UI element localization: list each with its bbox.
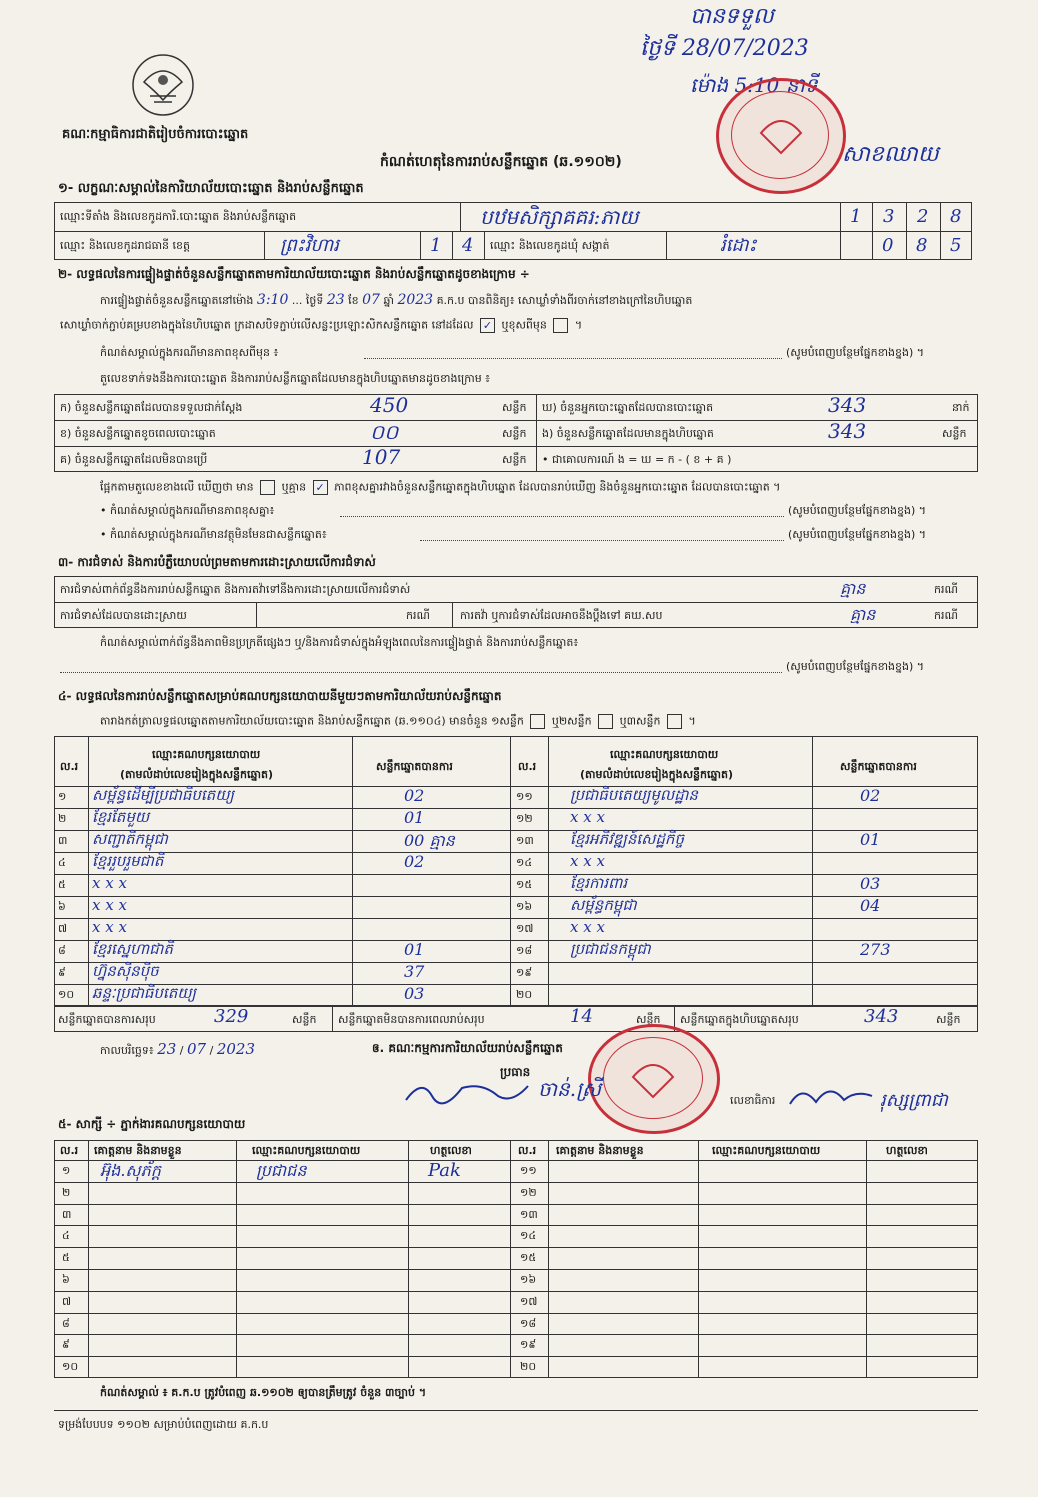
case-label: ករណី xyxy=(406,609,430,622)
row-number: ៧ xyxy=(58,922,68,935)
party-votes: 01 xyxy=(404,940,425,959)
commune-label: ឈ្មោះ និងលេខកូដឃុំ សង្កាត់ xyxy=(490,239,610,252)
col-party: ឈ្មោះគណបក្សនយោបាយ xyxy=(610,748,719,761)
different-checkbox[interactable] xyxy=(553,318,568,333)
unit: សន្លឹក xyxy=(636,1013,661,1026)
row-number: ១៤ xyxy=(516,856,533,869)
unit: សន្លឹក xyxy=(502,453,527,466)
org-name: គណៈកម្មាធិការជាតិរៀបចំការបោះឆ្នោត xyxy=(62,127,249,142)
row-number: ៨ xyxy=(58,944,66,957)
voters-voted-value: 343 xyxy=(828,393,867,417)
party-name: x x x xyxy=(570,852,605,870)
witness-row-number: ២០ xyxy=(520,1360,537,1373)
complaints-row-1: ការជំទាស់ពាក់ព័ន្ធនឹងការរាប់សន្លឹកឆ្នោត និងការតវ៉ាទៅនឹងការដោះស្រាយលើការជំទាស់ xyxy=(60,583,411,596)
col-party: ឈ្មោះគណបក្សនយោបាយ xyxy=(252,1144,361,1157)
box-total-value: 343 xyxy=(864,1006,899,1027)
commune-code-digit: 8 xyxy=(916,235,928,256)
three-sheets-checkbox[interactable] xyxy=(667,714,682,729)
diff-bullet-2: • កំណត់សម្គាល់ក្នុងករណីមានវត្ថុមិនមែនជាសន្លឹកឆ្នោត៖ xyxy=(100,528,327,541)
party-name: ខ្មែរការពារ xyxy=(570,874,628,892)
party-name: ខ្មែរតែមួយ xyxy=(92,808,150,826)
official-stamp-bottom xyxy=(588,1024,720,1134)
witness-row-number: ១៦ xyxy=(520,1273,537,1286)
station-code-digit: 2 xyxy=(917,206,929,227)
polling-station-name: បឋមសិក្សាគគរ:ភាយ xyxy=(480,205,639,229)
secretary-label: លេខាធិការ xyxy=(730,1094,776,1107)
row-number: ២ xyxy=(58,812,67,825)
totals-row xyxy=(54,1006,978,1032)
row-number: ៣ xyxy=(58,834,68,847)
ballots-received-label: ក) ចំនួនសន្លឹកឆ្នោតដែលបានទទួលជាក់ស្តែង xyxy=(60,401,243,414)
voters-voted-label: ឃ) ចំនួនអ្នកបោះឆ្នោតដែលបានបោះឆ្នោត xyxy=(542,401,714,414)
witness-row-number: ៣ xyxy=(62,1208,72,1221)
two-sheets-checkbox[interactable] xyxy=(598,714,613,729)
fill-more-note: (សូមបំពេញបន្ថែមផ្នែកខាងខ្នង) ។ xyxy=(788,528,927,541)
province-label: ឈ្មោះ និងលេខកូដរាជធានី ខេត្ត xyxy=(60,239,190,252)
witness-row-number: ១២ xyxy=(520,1186,537,1199)
has-diff-checkbox[interactable] xyxy=(260,480,275,495)
appeal-label: ការតវ៉ា ឬការជំទាស់ដែលអាចនឹងប្តឹងទៅ គឃ.សប xyxy=(460,609,663,622)
invalid-total-value: 14 xyxy=(570,1006,593,1027)
witness-row-number: ១៣ xyxy=(520,1208,538,1221)
received-note: បានទទួល xyxy=(690,4,774,29)
unit: នាក់ xyxy=(952,401,970,414)
party-votes: 03 xyxy=(404,984,425,1003)
case-label: ករណី xyxy=(934,609,958,622)
col-sign: ហត្ថលេខា xyxy=(886,1144,928,1157)
party-votes: 01 xyxy=(404,808,425,827)
witness-row-number: ១៨ xyxy=(520,1317,537,1330)
section5-heading: ៥- សាក្សី ÷ ភ្នាក់ងារគណបក្សនយោបាយ xyxy=(58,1117,246,1131)
witness-row-number: ១៧ xyxy=(520,1295,538,1308)
row-number: ១២ xyxy=(516,812,533,825)
col-name: គោត្តនាម និងនាមខ្លួន xyxy=(94,1144,182,1157)
commune-name: រំដោះ xyxy=(720,235,757,256)
ballots-in-box-value: 343 xyxy=(828,419,867,443)
diff-bullet-1: • កំណត់សម្គាល់ក្នុងករណីមានភាពខុសគ្នា៖ xyxy=(100,504,275,517)
witness-row-number: ១៤ xyxy=(520,1229,537,1242)
ballots-in-box-label: ង) ចំនួនសន្លឹកឆ្នោតដែលមានក្នុងហិបឆ្នោត xyxy=(542,427,714,440)
party-votes: 02 xyxy=(404,852,425,871)
figures-intro: តួលេខទាក់ទងនឹងការបោះឆ្នោត និងការរាប់សន្លឹកឆ្នោតដែលមានក្នុងហិបឆ្នោតមានដូចខាងក្រោម ៖ xyxy=(100,372,491,385)
party-name: ឆន្ទៈប្រជាធិបតេយ្យ xyxy=(92,984,196,1002)
chair-name: ចាន់.ស្រី xyxy=(538,1077,602,1101)
row-number: ៤ xyxy=(58,856,66,869)
witness-row-number: ១១ xyxy=(520,1164,537,1177)
official-stamp-top xyxy=(716,78,846,194)
party-name: សម្ព័ន្ធកម្ពុជា xyxy=(570,896,637,914)
resolved-complaints-label: ការជំទាស់ដែលបានដោះស្រាយ xyxy=(60,609,187,622)
party-name: x x x xyxy=(570,808,605,826)
receiver-signature: សាខឈាយ xyxy=(842,142,939,167)
party-name: ខ្មែររួបរួមជាតិ xyxy=(92,852,164,870)
col-name: គោត្តនាម និងនាមខ្លួន xyxy=(556,1144,644,1157)
section2-heading: ២- លទ្ធផលនៃការផ្ទៀងផ្ទាត់ចំនួនសន្លឹកឆ្នោតតាមការិយាល័យបោះឆ្នោត និងរាប់សន្លឹកឆ្នោតដូចខាងក្រោម ÷ xyxy=(58,267,530,281)
invalid-total-label: សន្លឹកឆ្នោតមិនបានការពេលរាប់សរុប xyxy=(338,1013,485,1026)
chair-signature xyxy=(402,1074,532,1108)
station-code-digit: 8 xyxy=(950,206,962,227)
ballots-unused-label: គ) ចំនួនសន្លឹកឆ្នោតដែលមិនបានប្រើ xyxy=(60,453,208,466)
formula: • ជាគោលការណ៍ ង = ឃ = ក - ( ខ + គ ) xyxy=(542,453,732,466)
witness-row-number: ១៥ xyxy=(520,1251,537,1264)
party-votes: 04 xyxy=(860,896,881,915)
appeal-value: គ្មាន xyxy=(850,605,876,624)
party-votes: 02 xyxy=(404,786,425,805)
difference-statement: ផ្អែកតាមតួលេខខាងលើ ឃើញថា មាន ឬគ្មាន ✓ ភាពខុសគ្នារវាងចំនួនសន្លឹកឆ្នោតក្នុងហិបឆ្នោត ដែលបានរាប់ឃើញ និងចំនួនអ្នកបោះឆ្នោត ដែលបានបោះឆ្នោត ។ xyxy=(100,480,781,494)
party-votes: 37 xyxy=(404,962,425,981)
witness-row-number: ១០ xyxy=(62,1360,79,1373)
witness-signature: Pak xyxy=(428,1160,461,1181)
witness-row-number: ៨ xyxy=(62,1317,70,1330)
section4-heading: ៤- លទ្ធផលនៃការរាប់សន្លឹកឆ្នោតសម្រាប់គណបក្សនយោបាយនីមួយៗតាមការិយាល័យរាប់សន្លឹកឆ្នោត xyxy=(58,689,502,703)
committee-label: ឲ. គណៈកម្មការការិយាល័យរាប់សន្លឹកឆ្នោត xyxy=(372,1041,563,1055)
unit: សន្លឹក xyxy=(942,427,967,440)
row-number: ២០ xyxy=(516,988,533,1001)
commune-code-digit: 5 xyxy=(950,235,962,256)
form-title: កំណត់ហេតុនៃការរាប់សន្លឹកឆ្នោត (ឆ.១១០២) xyxy=(380,154,622,170)
witness-row-number: ១ xyxy=(62,1164,71,1177)
record-sheets-statement: តារាងកត់ត្រាលទ្ធផលឆ្នោតតាមការិយាល័យបោះឆ្នោត និងរាប់សន្លឹកឆ្នោត (ឆ.១១០៤) មានចំនួន ១សន្លឹក ឬ២សន្លឹក ឬ៣សន្លឹក ។ xyxy=(100,714,696,728)
witness-table xyxy=(54,1140,978,1378)
valid-total-value: 329 xyxy=(214,1006,249,1027)
row-number: ១១ xyxy=(516,790,533,803)
col-no: ល.រ xyxy=(518,760,537,773)
party-name: ខ្មែរអភិវឌ្ឍន៍សេដ្ឋកិច្ច xyxy=(570,830,684,848)
col-no: ល.រ xyxy=(60,760,79,773)
witness-row-number: ៩ xyxy=(62,1338,70,1351)
witness-row-number: ៧ xyxy=(62,1295,72,1308)
party-votes: 273 xyxy=(860,940,891,959)
party-name: x x x xyxy=(92,896,127,914)
row-number: ១៦ xyxy=(516,900,533,913)
row-number: ៥ xyxy=(58,878,66,891)
form-footer: ទម្រង់បែបបទ ១១០២ សម្រាប់បំពេញដោយ គ.ក.ប xyxy=(58,1418,269,1431)
col-party: ឈ្មោះគណបក្សនយោបាយ xyxy=(712,1144,821,1157)
same-checkbox[interactable]: ✓ xyxy=(480,318,495,333)
fill-more-note: (សូមបំពេញបន្ថែមផ្នែកខាងខ្នង) ។ xyxy=(788,504,927,517)
witness-row-number: ១៩ xyxy=(520,1338,537,1351)
party-votes: 03 xyxy=(860,874,881,893)
polling-station-label: ឈ្មោះទីតាំង និងលេខកូដការិ.បោះឆ្នោត និងរាប់សន្លឹកឆ្នោត xyxy=(60,210,297,223)
party-name: x x x xyxy=(570,918,605,936)
final-note: កំណត់សម្គាល់ ៖ គ.ក.ប ត្រូវបំពេញ ឆ.១១០២ ឲ្យបានត្រឹមត្រូវ ចំនួន ៣ច្បាប់ ។ xyxy=(100,1386,427,1399)
ballots-unused-value: 107 xyxy=(362,445,401,469)
diff-note-label: កំណត់សម្គាល់ក្នុងករណីមានភាពខុសពីមុន ៖ xyxy=(100,346,279,359)
party-name: ហ្វ៊ុនស៊ិនប៉ិច xyxy=(92,962,159,980)
unit: សន្លឹក xyxy=(936,1013,961,1026)
received-date: ថ្ងៃទី 28/07/2023 xyxy=(640,36,809,61)
secretary-name: រុស្សព្រាជា xyxy=(880,1090,948,1111)
party-votes: 00 គ្មាន xyxy=(404,831,455,850)
chair-label: ប្រធាន xyxy=(500,1065,531,1079)
witness-party: ប្រជាជន xyxy=(256,1161,307,1180)
row-number: ១០ xyxy=(58,988,75,1001)
col-votes: សន្លឹកឆ្នោតបានការ xyxy=(376,760,453,773)
complaints-value-1: គ្មាន xyxy=(840,579,866,598)
row-number: ១៩ xyxy=(516,966,533,979)
no-diff-checkbox[interactable]: ✓ xyxy=(313,480,328,495)
witness-row-number: ២ xyxy=(62,1186,71,1199)
party-name: សញ្ជាតិកម្ពុជា xyxy=(92,830,168,848)
col-party-sub: (តាមលំដាប់លេខរៀងក្នុងសន្លឹកឆ្នោត) xyxy=(580,768,733,781)
row-number: ៩ xyxy=(58,966,66,979)
date-line: កាលបរិច្ឆេទ៖ 23 / 07 / 2023 xyxy=(100,1040,255,1058)
ballots-received-value: 450 xyxy=(370,393,409,417)
verification-paragraph: ការផ្ទៀងផ្ទាត់ចំនួនសន្លឹកឆ្នោតនៅម៉ោង 3:10 ... ថ្ងៃទី 23 ខែ 07 ឆ្នាំ 2023 គ.ក.ប បានពិនិត្យ៖ សោឃ្លាំទាំងពីរចាក់នៅខាងក្រៅនៃហិបឆ្នោត xyxy=(100,292,693,308)
col-votes: សន្លឹកឆ្នោតបានការ xyxy=(840,760,917,773)
section3-heading: ៣- ការជំទាស់ និងការបំភ្លឺយោបល់ព្រមតាមការដោះស្រាយលើការជំទាស់ xyxy=(58,555,376,569)
party-name: ប្រជាធិបតេយ្យមូលដ្ឋាន xyxy=(570,786,698,804)
fill-more-note: (សូមបំពេញបន្ថែមផ្នែកខាងខ្នង) ។ xyxy=(786,660,925,673)
unit: សន្លឹក xyxy=(292,1013,317,1026)
fill-more-note: (សូមបំពេញបន្ថែមផ្នែកខាងខ្នង) ។ xyxy=(786,346,925,359)
valid-total-label: សន្លឹកឆ្នោតបានការសរុប xyxy=(58,1013,156,1026)
row-number: ១ xyxy=(58,790,67,803)
party-votes: 02 xyxy=(860,786,881,805)
unit: សន្លឹក xyxy=(502,427,527,440)
col-no: ល.រ xyxy=(60,1144,79,1157)
province-code-digit: 4 xyxy=(462,235,474,256)
party-name: x x x xyxy=(92,874,127,892)
party-votes: 01 xyxy=(860,830,881,849)
row-number: ១៧ xyxy=(516,922,534,935)
station-code-digit: 3 xyxy=(883,206,895,227)
col-party-sub: (តាមលំដាប់លេខរៀងក្នុងសន្លឹកឆ្នោត) xyxy=(120,768,273,781)
box-total-label: សន្លឹកឆ្នោតក្នុងហិបឆ្នោតសរុប xyxy=(680,1013,799,1026)
secretary-signature xyxy=(786,1078,876,1112)
station-code-digit: 1 xyxy=(850,206,862,227)
province-code-digit: 1 xyxy=(430,235,442,256)
verification-paragraph-2: សោឃ្លាំចាក់ភ្ជាប់គម្របខាងក្នុងនៃហិបឆ្នោត ក្រដាសបិទភ្ជាប់លើសន្លះប្រឡោះសិកសន្លឹកឆ្នោត នៅដដែល ✓ ឬខុសពីមុន ។ xyxy=(60,318,583,332)
section1-heading: ១- លក្ខណៈសម្គាល់នៃការិយាល័យបោះឆ្នោត និងរាប់សន្លឹកឆ្នោត xyxy=(58,181,364,196)
province-name: ព្រះវិហារ xyxy=(280,235,339,256)
party-name: x x x xyxy=(92,918,127,936)
row-number: ១៨ xyxy=(516,944,533,957)
received-time: ម៉ោង 5:10 នាទី xyxy=(690,73,818,97)
party-name: ប្រជាជនកម្ពុជា xyxy=(570,940,651,958)
col-no: ល.រ xyxy=(518,1144,537,1157)
ballots-spoiled-label: ខ) ចំនួនសន្លឹកឆ្នោតខូចពេលបោះឆ្នោត xyxy=(60,427,216,440)
irregularity-note: កំណត់សម្គាល់ពាក់ព័ន្ធនឹងភាពមិនប្រក្រតីផ្សេងៗ ឬ/និងការជំទាស់ក្នុងអំឡុងពេលនៃការផ្ទៀងផ្ទាត់ និងការរាប់សន្លឹកឆ្នោត៖ xyxy=(100,636,579,649)
witness-name: អ៊ុង.សុភ័ក្ត xyxy=(100,1161,161,1180)
witness-row-number: ៦ xyxy=(62,1273,70,1286)
witness-row-number: ៥ xyxy=(62,1251,70,1264)
emblem-logo xyxy=(130,52,196,118)
commune-code-digit: 0 xyxy=(882,235,894,256)
witness-row-number: ៤ xyxy=(62,1229,70,1242)
one-sheet-checkbox[interactable] xyxy=(530,714,545,729)
col-party: ឈ្មោះគណបក្សនយោបាយ xyxy=(152,748,261,761)
row-number: ៦ xyxy=(58,900,66,913)
row-number: ១៥ xyxy=(516,878,533,891)
row-number: ១៣ xyxy=(516,834,534,847)
unit: សន្លឹក xyxy=(502,401,527,414)
party-name: ខ្មែរស្នេហាជាតិ xyxy=(92,940,173,958)
party-name: សម្ព័ន្ធដើម្បីប្រជាធិបតេយ្យ xyxy=(92,786,234,804)
col-sign: ហត្ថលេខា xyxy=(430,1144,472,1157)
ballots-spoiled-value: ០០ xyxy=(370,420,399,444)
case-label: ករណី xyxy=(934,583,958,596)
